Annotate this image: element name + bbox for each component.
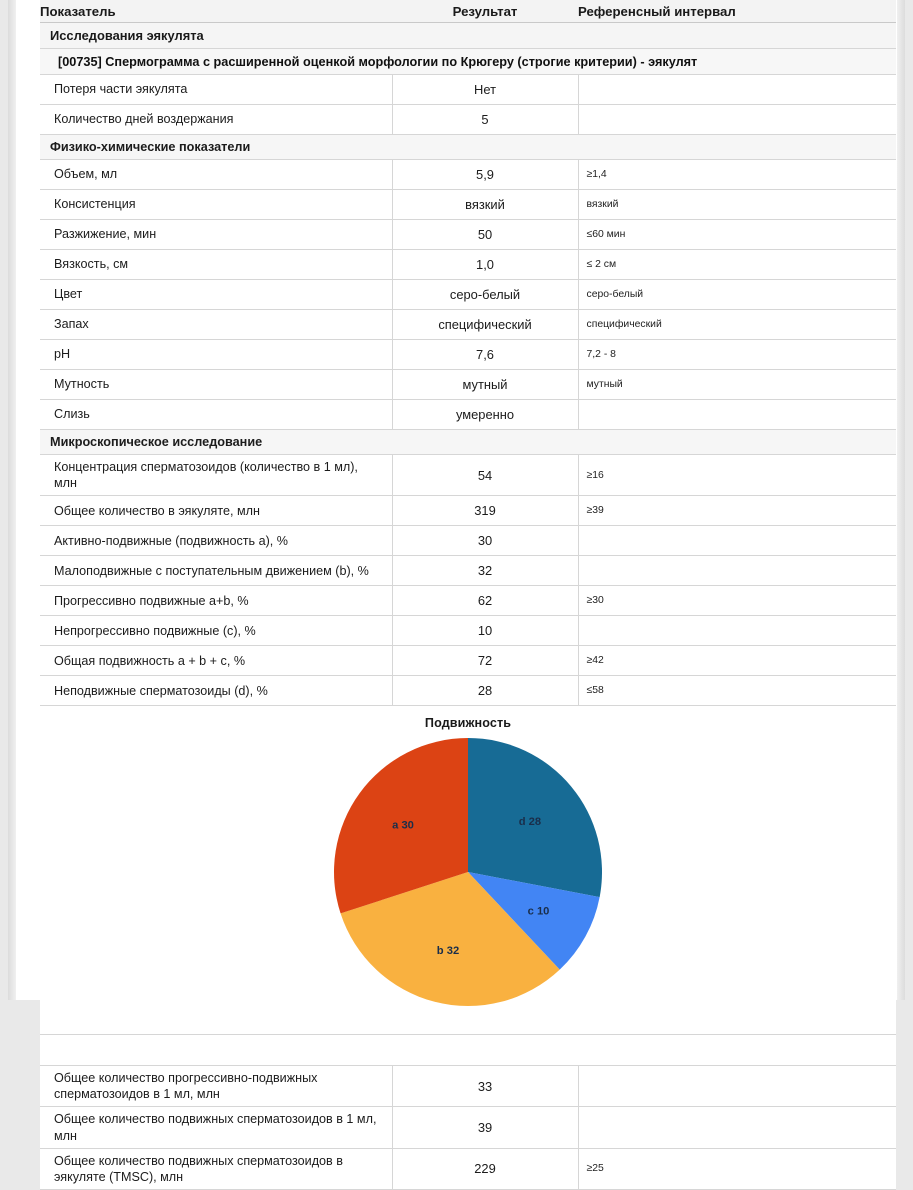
row-result: серо-белый (392, 280, 578, 310)
pie-slice-label-c: c 10 (527, 905, 550, 918)
row-indicator: Вязкость, см (40, 250, 392, 280)
table-row (40, 160, 896, 190)
row-result: 7,6 (392, 340, 578, 370)
table-row (40, 646, 896, 676)
row-result: 54 (392, 455, 578, 496)
section-title: Физико-химические показатели (40, 135, 896, 160)
table-row (40, 75, 896, 105)
row-reference: специфический (578, 310, 896, 340)
table-row (40, 1107, 896, 1148)
row-reference: ≥1,4 (578, 160, 896, 190)
section-header-row (40, 430, 896, 455)
row-reference: ≥42 (578, 646, 896, 676)
row-reference: ≥16 (578, 455, 896, 496)
row-reference (578, 1066, 896, 1107)
row-result: 32 (392, 556, 578, 586)
table-row (40, 455, 896, 496)
row-reference: ≥39 (578, 496, 896, 526)
row-indicator: Слизь (40, 400, 392, 430)
table-header-row (40, 0, 896, 23)
table-row (40, 190, 896, 220)
row-reference (578, 75, 896, 105)
row-reference: ≤58 (578, 676, 896, 706)
section-header-row (40, 49, 896, 75)
row-result: 1,0 (392, 250, 578, 280)
row-reference (578, 1107, 896, 1148)
chart-spacer-cell (40, 1035, 896, 1066)
section-title: Исследования эякулята (40, 23, 896, 49)
pie-chart (40, 706, 896, 1034)
table-row (40, 400, 896, 430)
row-result: 39 (392, 1107, 578, 1148)
section-title: Микроскопическое исследование (40, 430, 896, 455)
row-indicator: Консистенция (40, 190, 392, 220)
row-indicator: Активно-подвижные (подвижность a), % (40, 526, 392, 556)
row-reference (578, 105, 896, 135)
table-row (40, 556, 896, 586)
row-result: 28 (392, 676, 578, 706)
row-indicator: Объем, мл (40, 160, 392, 190)
column-header-reference: Референсный интервал (578, 0, 896, 23)
row-result: Нет (392, 75, 578, 105)
row-indicator: pH (40, 340, 392, 370)
pie-holder (334, 738, 602, 1006)
row-result: 62 (392, 586, 578, 616)
row-indicator: Общее количество в эякуляте, млн (40, 496, 392, 526)
pie-slice-label-d: d 28 (518, 816, 542, 829)
page-left-edge (8, 0, 16, 1000)
row-indicator: Запах (40, 310, 392, 340)
table-row (40, 1066, 896, 1107)
row-indicator: Разжижение, мин (40, 220, 392, 250)
table-row (40, 340, 896, 370)
row-result: 229 (392, 1148, 578, 1189)
row-indicator: Общее количество подвижных сперматозоидов в эякуляте (TMSC), млн (40, 1148, 392, 1189)
row-indicator: Общее количество подвижных сперматозоидов в 1 мл, млн (40, 1107, 392, 1148)
row-result: 5 (392, 105, 578, 135)
row-result: 33 (392, 1066, 578, 1107)
row-result: 319 (392, 496, 578, 526)
row-result: вязкий (392, 190, 578, 220)
pie-slice-label-b: b 32 (436, 945, 460, 958)
row-indicator: Непрогрессивно подвижные (c), % (40, 616, 392, 646)
row-reference (578, 556, 896, 586)
table-row (40, 105, 896, 135)
row-reference (578, 526, 896, 556)
motility-chart-cell (40, 706, 896, 1035)
chart-spacer-row (40, 1035, 896, 1066)
row-indicator: Прогрессивно подвижные a+b, % (40, 586, 392, 616)
row-indicator: Общая подвижность a + b + c, % (40, 646, 392, 676)
table-row (40, 250, 896, 280)
row-result: 50 (392, 220, 578, 250)
table-row (40, 616, 896, 646)
row-indicator: Малоподвижные с поступательным движением (b), % (40, 556, 392, 586)
chart-title: Подвижность (424, 716, 512, 731)
row-result: специфический (392, 310, 578, 340)
section-title: [00735] Спермограмма с расширенной оценкой морфологии по Крюгеру (строгие критерии) - эякулят (40, 49, 896, 75)
table-row (40, 310, 896, 340)
row-result: 5,9 (392, 160, 578, 190)
lab-results-table (40, 0, 896, 1190)
column-header-indicator: Показатель (40, 0, 392, 23)
pie-slice-label-a: a 30 (392, 819, 414, 832)
row-indicator: Мутность (40, 370, 392, 400)
row-reference: мутный (578, 370, 896, 400)
row-reference: вязкий (578, 190, 896, 220)
row-result: 30 (392, 526, 578, 556)
table-row (40, 370, 896, 400)
row-result: мутный (392, 370, 578, 400)
table-row (40, 676, 896, 706)
section-header-row (40, 23, 896, 49)
page-right-edge (897, 0, 905, 1000)
row-result: умеренно (392, 400, 578, 430)
row-reference: серо-белый (578, 280, 896, 310)
table-row (40, 526, 896, 556)
row-result: 72 (392, 646, 578, 676)
table-row (40, 586, 896, 616)
row-indicator: Цвет (40, 280, 392, 310)
row-reference: ≥30 (578, 586, 896, 616)
section-header-row (40, 135, 896, 160)
row-reference (578, 616, 896, 646)
row-indicator: Неподвижные сперматозоиды (d), % (40, 676, 392, 706)
table-row (40, 220, 896, 250)
report-sheet (40, 0, 896, 1190)
document-page (8, 0, 905, 1184)
row-indicator: Количество дней воздержания (40, 105, 392, 135)
column-header-result: Результат (392, 0, 578, 23)
table-body (40, 0, 896, 1189)
row-reference: ≥25 (578, 1148, 896, 1189)
row-result: 10 (392, 616, 578, 646)
table-row (40, 496, 896, 526)
row-indicator: Общее количество прогрессивно-подвижных сперматозоидов в 1 мл, млн (40, 1066, 392, 1107)
row-indicator: Потеря части эякулята (40, 75, 392, 105)
table-row (40, 280, 896, 310)
row-reference: ≤60 мин (578, 220, 896, 250)
table-row (40, 1148, 896, 1189)
row-reference: ≤ 2 см (578, 250, 896, 280)
row-reference: 7,2 - 8 (578, 340, 896, 370)
row-indicator: Концентрация сперматозоидов (количество в 1 мл), млн (40, 455, 392, 496)
chart-row (40, 706, 896, 1035)
row-reference (578, 400, 896, 430)
